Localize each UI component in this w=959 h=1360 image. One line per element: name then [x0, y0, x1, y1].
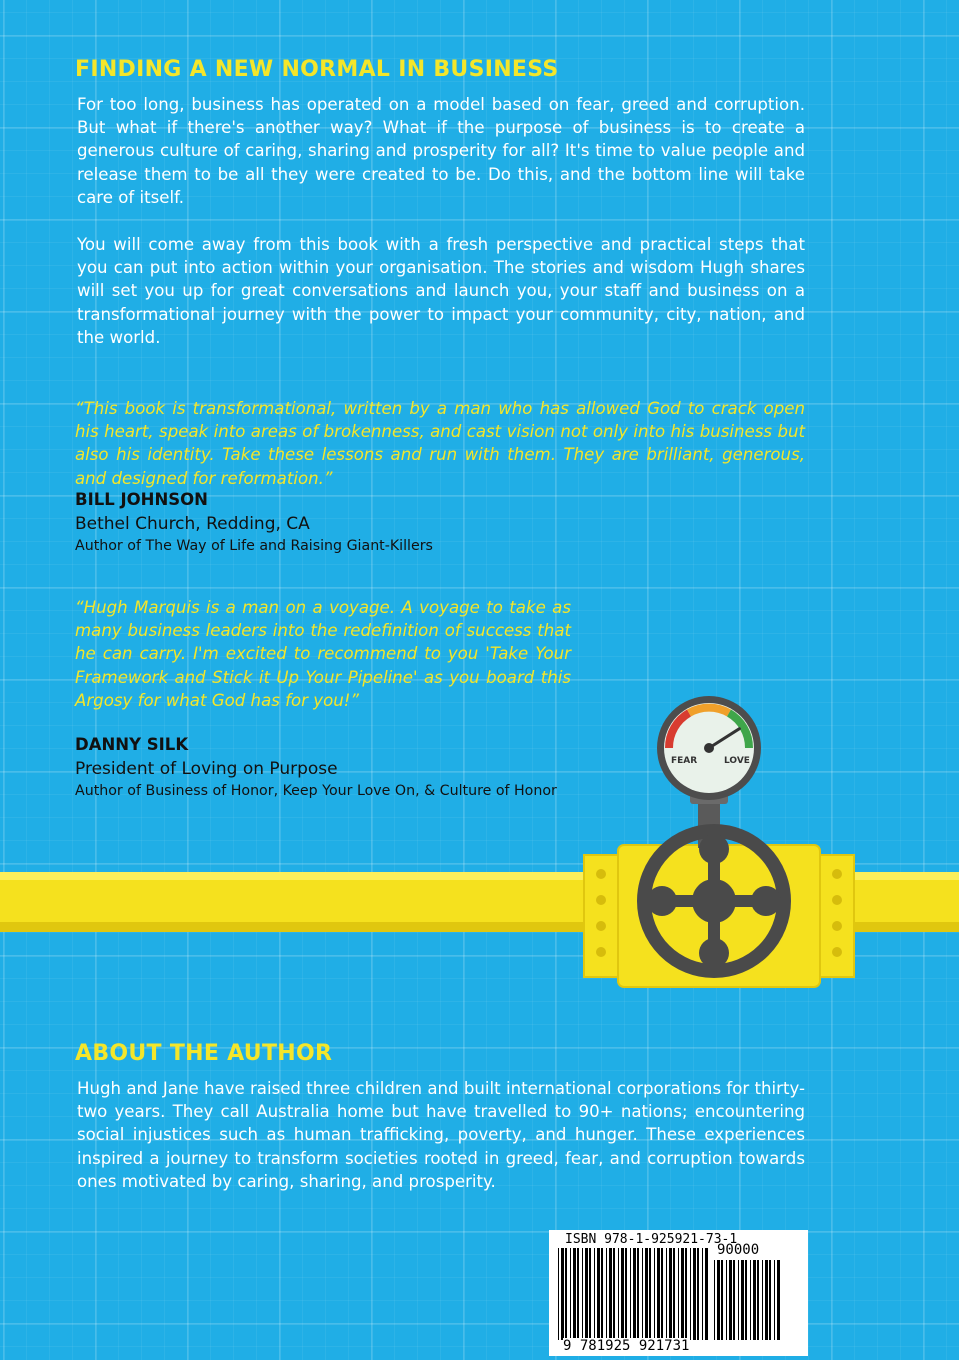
gauge-label-fear: FEAR — [671, 756, 698, 766]
barcode-bar — [765, 1260, 768, 1340]
barcode-bar — [597, 1248, 600, 1340]
barcode-addon-number: 90000 — [717, 1242, 760, 1258]
barcode-bar — [649, 1248, 651, 1340]
barcode-bar — [733, 1260, 735, 1340]
barcode-bar — [697, 1248, 699, 1340]
gauge-label-love: LOVE — [724, 756, 750, 766]
barcode-bar — [741, 1260, 744, 1340]
about-author-paragraph: Hugh and Jane have raised three children and built international corporations for thirty-two years. They call Australia home but have travelled to 90+ nations; encountering social injustices such as human trafficking, poverty, and hunger. These experiences inspired a journey to transform societies rooted in greed, fear, and corruption towards ones motivated by caring, sharing, and prosperity. — [77, 1079, 805, 1191]
barcode-bar — [570, 1248, 571, 1340]
barcode-bar — [565, 1248, 567, 1340]
endorsement-quote-2: “Hugh Marquis is a man on a voyage. A voyage to take as many business leaders into the redefinition of success that he can carry. I'm excited to recommend to you 'Take Your Framework and Stick it Up Your Pipeline' as you board this Argosy for what God has for you!” — [75, 598, 571, 710]
barcode-bar — [690, 1248, 691, 1340]
endorser-name-2: DANNY SILK — [75, 735, 189, 754]
barcode-bar — [589, 1248, 591, 1340]
barcode-bar — [582, 1248, 583, 1340]
barcode-bar — [681, 1248, 684, 1340]
barcode-bars — [558, 1248, 708, 1340]
barcode-bar — [714, 1260, 715, 1340]
barcode-bar — [637, 1248, 639, 1340]
barcode-bar — [558, 1248, 559, 1340]
barcode-bar — [654, 1248, 655, 1340]
barcode-bar — [729, 1260, 732, 1340]
endorser-name-1: BILL JOHNSON — [75, 490, 208, 509]
barcode-bar — [630, 1248, 631, 1340]
barcode-bar — [618, 1248, 619, 1340]
barcode-bar — [774, 1260, 775, 1340]
barcode-bar — [642, 1248, 643, 1340]
barcode-bar — [721, 1260, 723, 1340]
barcode-bar — [661, 1248, 663, 1340]
barcode-bar — [577, 1248, 579, 1340]
barcode-bar — [726, 1260, 727, 1340]
isbn-barcode — [549, 1230, 808, 1356]
valve-wheel — [644, 831, 784, 971]
intro-paragraph-2: You will come away from this book with a fresh perspective and practical steps that you can put into action within your organisation. The stories and wisdom Hugh shares will set you up for great conversations and launch you, your staff and business on a transformational journey with the power to impact your community, city, nation, and the world. — [77, 235, 805, 347]
barcode-bar — [594, 1248, 595, 1340]
barcode-bar — [750, 1260, 751, 1340]
barcode-bar — [657, 1248, 660, 1340]
barcode-bar — [633, 1248, 636, 1340]
barcode-bar — [685, 1248, 687, 1340]
barcode-bar — [777, 1260, 780, 1340]
barcode-bar — [625, 1248, 627, 1340]
barcode-bar — [678, 1248, 679, 1340]
barcode-bar — [753, 1260, 756, 1340]
barcode-bar — [757, 1260, 759, 1340]
barcode-bar — [769, 1260, 771, 1340]
barcode-bar — [717, 1260, 720, 1340]
barcode-bar — [561, 1248, 564, 1340]
barcode-bar — [573, 1248, 576, 1340]
endorsement-quote-1: “This book is transformational, written by a man who has allowed God to crack open his heart, speak into areas of brokenness, and cast vision not only into his business but also his identity. Take these lessons and run with them. They are brilliant, generous, and designed for reformation.” — [75, 399, 805, 488]
barcode-number: 9 781925 921731 — [563, 1338, 690, 1354]
barcode-bar — [693, 1248, 696, 1340]
barcode-addon-bars — [714, 1260, 782, 1340]
barcode-bar — [609, 1248, 612, 1340]
barcode-bar — [601, 1248, 603, 1340]
section-heading-about-author: ABOUT THE AUTHOR — [75, 1041, 333, 1066]
barcode-bar — [613, 1248, 615, 1340]
isbn-label: ISBN 978-1-925921-73-1 — [565, 1232, 738, 1247]
barcode-bar — [666, 1248, 667, 1340]
barcode-bar — [645, 1248, 648, 1340]
barcode-bar — [702, 1248, 703, 1340]
pipeline-illustration — [0, 690, 959, 1030]
barcode-bar — [673, 1248, 675, 1340]
endorser-role-1: Bethel Church, Redding, CA — [75, 514, 310, 534]
section-heading-new-normal: FINDING A NEW NORMAL IN BUSINESS — [75, 57, 559, 82]
endorser-role-2: President of Loving on Purpose — [75, 759, 338, 779]
barcode-bar — [705, 1248, 708, 1340]
barcode-bar — [621, 1248, 624, 1340]
endorser-books-1: Author of The Way of Life and Raising Giant-Killers — [75, 538, 433, 554]
barcode-bar — [738, 1260, 739, 1340]
endorser-books-2: Author of Business of Honor, Keep Your Love On, & Culture of Honor — [75, 783, 557, 799]
barcode-bar — [669, 1248, 672, 1340]
barcode-bar — [606, 1248, 607, 1340]
barcode-bar — [585, 1248, 588, 1340]
intro-paragraph-1: For too long, business has operated on a model based on fear, greed and corruption. But what if there's another way? What if the purpose of business is to create a generous culture of caring, sharing and prosperity for all? It's time to value people and release them to be all they were created to be. Do this, and the bottom line will take care of itself. — [77, 95, 805, 207]
barcode-bar — [762, 1260, 763, 1340]
barcode-bar — [745, 1260, 747, 1340]
